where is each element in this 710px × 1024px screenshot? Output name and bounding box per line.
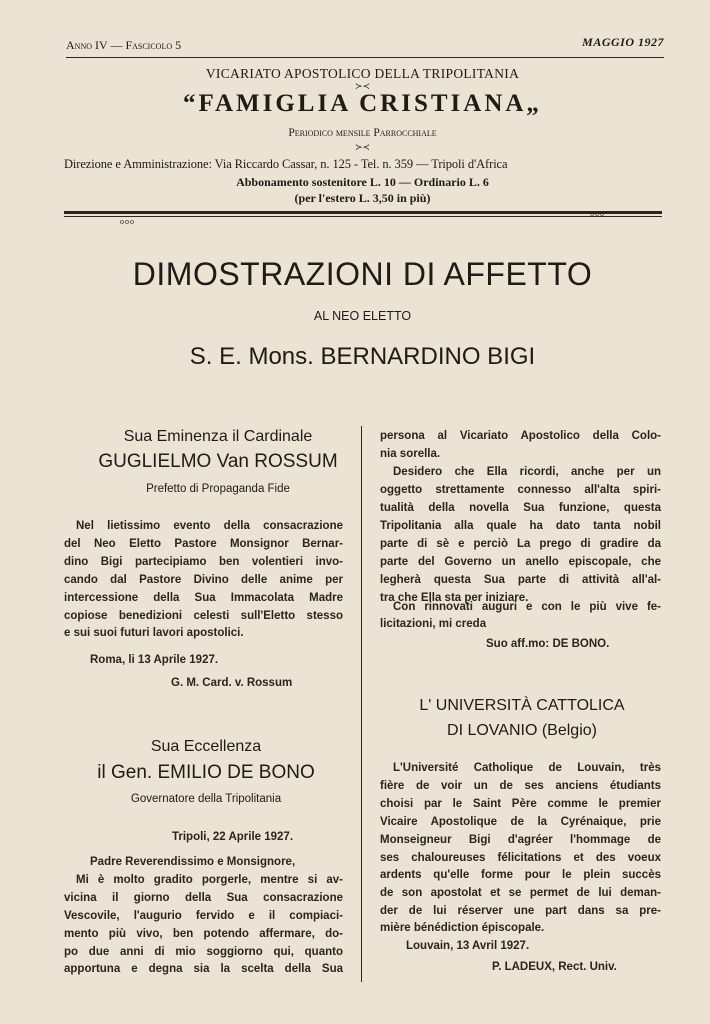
rossum-line: e sui suoi futuri lavori apostolici. xyxy=(64,627,244,639)
debono-line: licitazioni, mi creda xyxy=(380,618,487,630)
section-name-debono: il Gen. EMILIO DE BONO xyxy=(97,762,315,783)
section-role-debono: Governatore della Tripolitania xyxy=(130,793,282,805)
debono-line: parte del Governo un anello episcopale, che xyxy=(380,556,661,568)
rossum-line: cando dal Pastore Divino delle anime per xyxy=(64,574,343,586)
masthead-rule-top xyxy=(64,211,662,214)
debono-line: nia sorella. xyxy=(380,448,441,460)
rossum-line: del Neo Eletto Pastore Monsignor Bernar- xyxy=(64,538,343,550)
debono-line: mento più vivo, ben potendo affermare, do- xyxy=(64,928,343,940)
louvain-signature: P. LADEUX, Rect. Univ. xyxy=(492,961,617,973)
debono-date: Tripoli, 22 Aprile 1927. xyxy=(172,831,294,843)
debono-line: Mi è molto gradito porgerle, mentre si av- xyxy=(76,874,343,886)
debono-signature: Suo aff.mo: DE BONO. xyxy=(486,638,610,650)
louvain-line: mière bénédiction épiscopale. xyxy=(380,922,545,934)
section-heading-rossum: Sua Eminenza il Cardinale xyxy=(123,428,313,445)
debono-line: legherà questa Sua parte di attività all'al- xyxy=(380,574,661,586)
louvain-line: der de lui réserver une part dans sa pre- xyxy=(380,905,661,917)
issue-date: MAGGIO 1927 xyxy=(582,35,664,49)
debono-line: vicina il giorno della Sua consacrazione xyxy=(64,892,343,904)
rule-ornament-left: ooo xyxy=(120,217,135,226)
foreign-rates: (per l'estero L. 3,50 in più) xyxy=(294,191,431,205)
louvain-line: ardents qu'elle forme pour le plein succès xyxy=(380,869,661,881)
headline-title: DIMOSTRAZIONI DI AFFETTO xyxy=(132,256,593,292)
masthead-title: “FAMIGLIA CRISTIANA„ xyxy=(183,90,542,117)
subscription-rates: Abbonamento sostenitore L. 10 — Ordinario L. 6 xyxy=(236,175,489,189)
rossum-signature: G. M. Card. v. Rossum xyxy=(171,677,293,689)
section-heading-louvain: L' UNIVERSITÀ CATTOLICA xyxy=(419,697,625,714)
louvain-line: ses chaloureuses félicitations et des voeux xyxy=(380,852,661,864)
debono-line: po due anni di mio soggiorno qui, quanto xyxy=(64,946,343,958)
louvain-line: L'Université Catholique de Louvain, très xyxy=(393,762,661,774)
section-role-rossum: Prefetto di Propaganda Fide xyxy=(146,483,290,495)
debono-salutation: Padre Reverendissimo e Monsignore, xyxy=(90,856,296,868)
masthead-ornament-2: ≻≺ xyxy=(354,142,371,152)
masthead-ornament: ≻≺ xyxy=(354,81,371,91)
publisher-org: VICARIATO APOSTOLICO DELLA TRIPOLITANIA xyxy=(205,66,520,81)
debono-line: Desidero che Ella ricordi, anche per un xyxy=(393,466,661,478)
headline-sub: AL NEO ELETTO xyxy=(313,309,412,323)
rossum-line: copiose benedizioni celesti sull'Eletto stesso xyxy=(64,610,343,622)
louvain-line: choisi par le Saint Père comme le premier xyxy=(380,798,661,810)
head-rule xyxy=(66,57,664,58)
rossum-line: Nel lietissimo evento della consacrazione xyxy=(76,520,343,532)
louvain-line: Monseigneur Bigi d'agréer l'hommage de xyxy=(380,834,661,846)
rossum-line: dino Bigi partecipiamo ben volentieri invo- xyxy=(64,556,343,568)
masthead-address: Direzione e Amministrazione: Via Riccardo Cassar, n. 125 - Tel. n. 359 — Tripoli d'Africa xyxy=(64,157,508,171)
section-subheading-louvain: DI LOVANIO (Belgio) xyxy=(447,722,597,739)
debono-line: tra che Ella sta per iniziare. xyxy=(380,592,529,604)
louvain-line: Vicaire Apostolique de la Cyrénaique, prie xyxy=(380,816,661,828)
debono-line: persona al Vicariato Apostolico della Colo- xyxy=(380,430,661,442)
issue-info: Anno IV — Fascicolo 5 xyxy=(66,38,182,52)
rule-ornament-right: ooo xyxy=(590,209,605,218)
rossum-date: Roma, li 13 Aprile 1927. xyxy=(90,654,219,666)
louvain-date: Louvain, 13 Avril 1927. xyxy=(406,940,530,952)
debono-line: Con rinnovati auguri e con le più vive fe- xyxy=(393,601,661,613)
louvain-line: de son apostolat et se permet de lui deman- xyxy=(380,887,661,899)
masthead-subtitle: Periodico mensile Parrocchiale xyxy=(288,127,437,139)
debono-line: Vescovile, l'augurio fervido e il compiaci- xyxy=(64,910,343,922)
debono-line: apportuna e degna sia la scelta della Sua xyxy=(64,963,343,975)
section-name-rossum: GUGLIELMO Van ROSSUM xyxy=(98,451,338,472)
debono-line: parte di sè e perciò La prego di gradire da xyxy=(380,538,661,550)
section-heading-debono: Sua Eccellenza xyxy=(150,738,262,755)
louvain-line: fière de voir un de ses anciens étudiants xyxy=(380,780,661,792)
rossum-line: intercessione della Sua Immacolata Madre xyxy=(64,592,343,604)
headline-name: S. E. Mons. BERNARDINO BIGI xyxy=(189,343,536,370)
masthead-rule-bottom xyxy=(64,216,662,217)
debono-line: oggetto strettamente connesso all'alta spiri- xyxy=(380,484,661,496)
debono-line: tualità della novella Sua funzione, questa xyxy=(380,502,661,514)
debono-line: Tripolitania alla quale ha dato tanta nobil xyxy=(380,520,661,532)
